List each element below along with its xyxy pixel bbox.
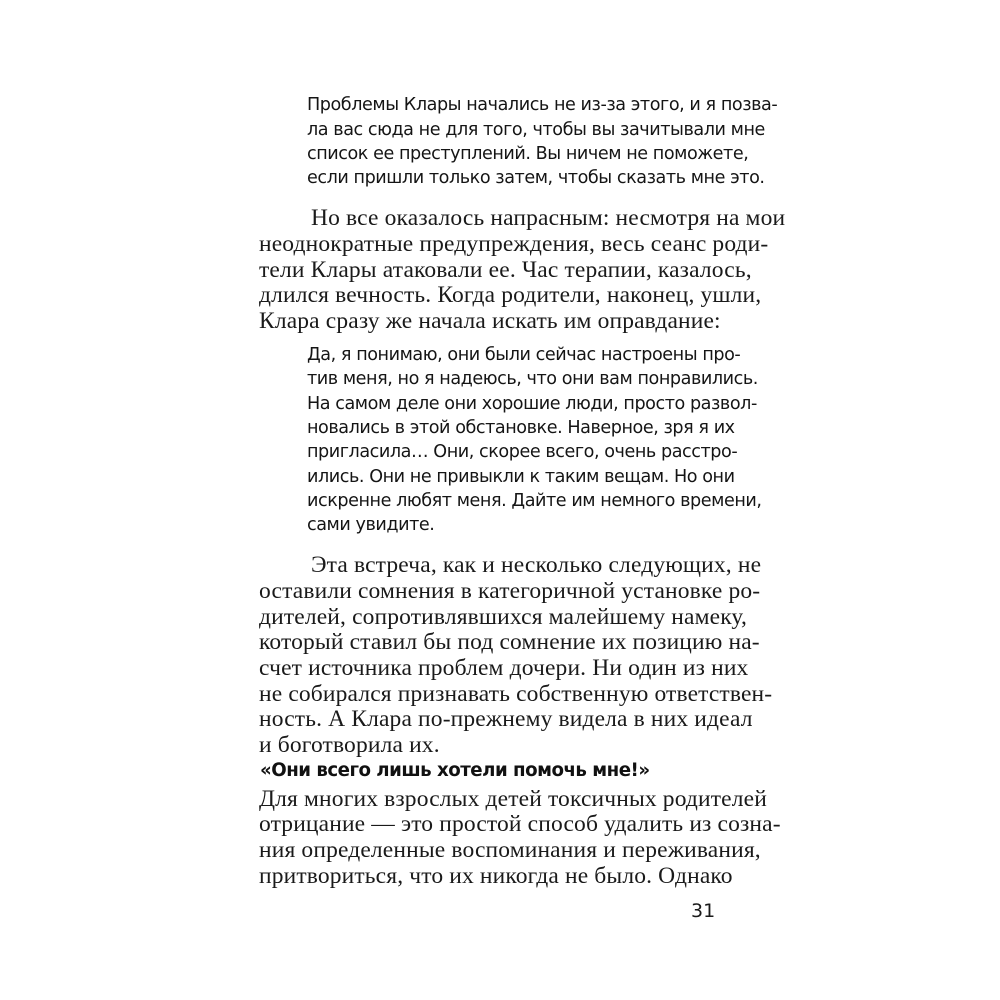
page-number: 31 xyxy=(691,900,716,922)
quote-line: искренне любят меня. Дайте им немного времени, xyxy=(307,491,762,511)
paragraph-line: ность. А Клара по-прежнему видела в них идеал xyxy=(259,706,753,732)
paragraph-line: отрицание — это простой способ удалить из созна- xyxy=(259,811,781,837)
quote-line: ла вас сюда не для того, чтобы вы зачитывали мне xyxy=(307,120,765,140)
quote-line: Да, я понимаю, они были сейчас настроены про- xyxy=(307,345,741,365)
paragraph-line: Эта встреча, как и несколько следующих, не xyxy=(311,552,762,578)
quote-line: список ее преступлений. Вы ничем не поможете, xyxy=(307,144,749,164)
quote-line: сами увидите. xyxy=(307,515,435,535)
quote-line: тив меня, но я надеюсь, что они вам понравились. xyxy=(307,369,758,389)
paragraph-line: не собирался признавать собственную ответствен- xyxy=(259,681,773,707)
paragraph-line: и боготворила их. xyxy=(259,732,440,758)
quote-line: Проблемы Клары начались не из-за этого, и я позва- xyxy=(307,95,778,115)
paragraph-line: Клара сразу же начала искать им оправдание: xyxy=(259,308,721,334)
paragraph-line: дителей, сопротивлявшихся малейшему намеку, xyxy=(259,604,748,630)
quote-line: новались в этой обстановке. Наверное, зря я их xyxy=(307,418,735,438)
quote-line: На самом деле они хорошие люди, просто развол- xyxy=(307,394,757,414)
paragraph-line: притвориться, что их никогда не было. Однако xyxy=(259,863,733,889)
paragraph-line: ния определенные воспоминания и переживания, xyxy=(259,837,761,863)
paragraph-line: неоднократные предупреждения, весь сеанс роди- xyxy=(259,231,769,257)
paragraph-line: который ставил бы под сомнение их позицию на- xyxy=(259,629,760,655)
quote-line: если пришли только затем, чтобы сказать мне это. xyxy=(307,168,765,188)
paragraph-line: Но все оказалось напрасным: несмотря на мои xyxy=(311,205,786,231)
quote-line: ились. Они не привыкли к таким вещам. Но они xyxy=(307,467,735,487)
quote-line: пригласила… Они, скорее всего, очень расстро- xyxy=(307,442,738,462)
paragraph-line: счет источника проблем дочери. Ни один из них xyxy=(259,655,749,681)
paragraph-line: длился вечность. Когда родители, наконец, ушли, xyxy=(259,282,762,308)
paragraph-line: Для многих взрослых детей токсичных родителей xyxy=(259,786,767,812)
paragraph-line: тели Клары атаковали ее. Час терапии, казалось, xyxy=(259,257,752,283)
section-heading: «Они всего лишь хотели помочь мне!» xyxy=(260,760,650,781)
paragraph-line: оставили сомнения в категоричной установке ро- xyxy=(259,578,761,604)
